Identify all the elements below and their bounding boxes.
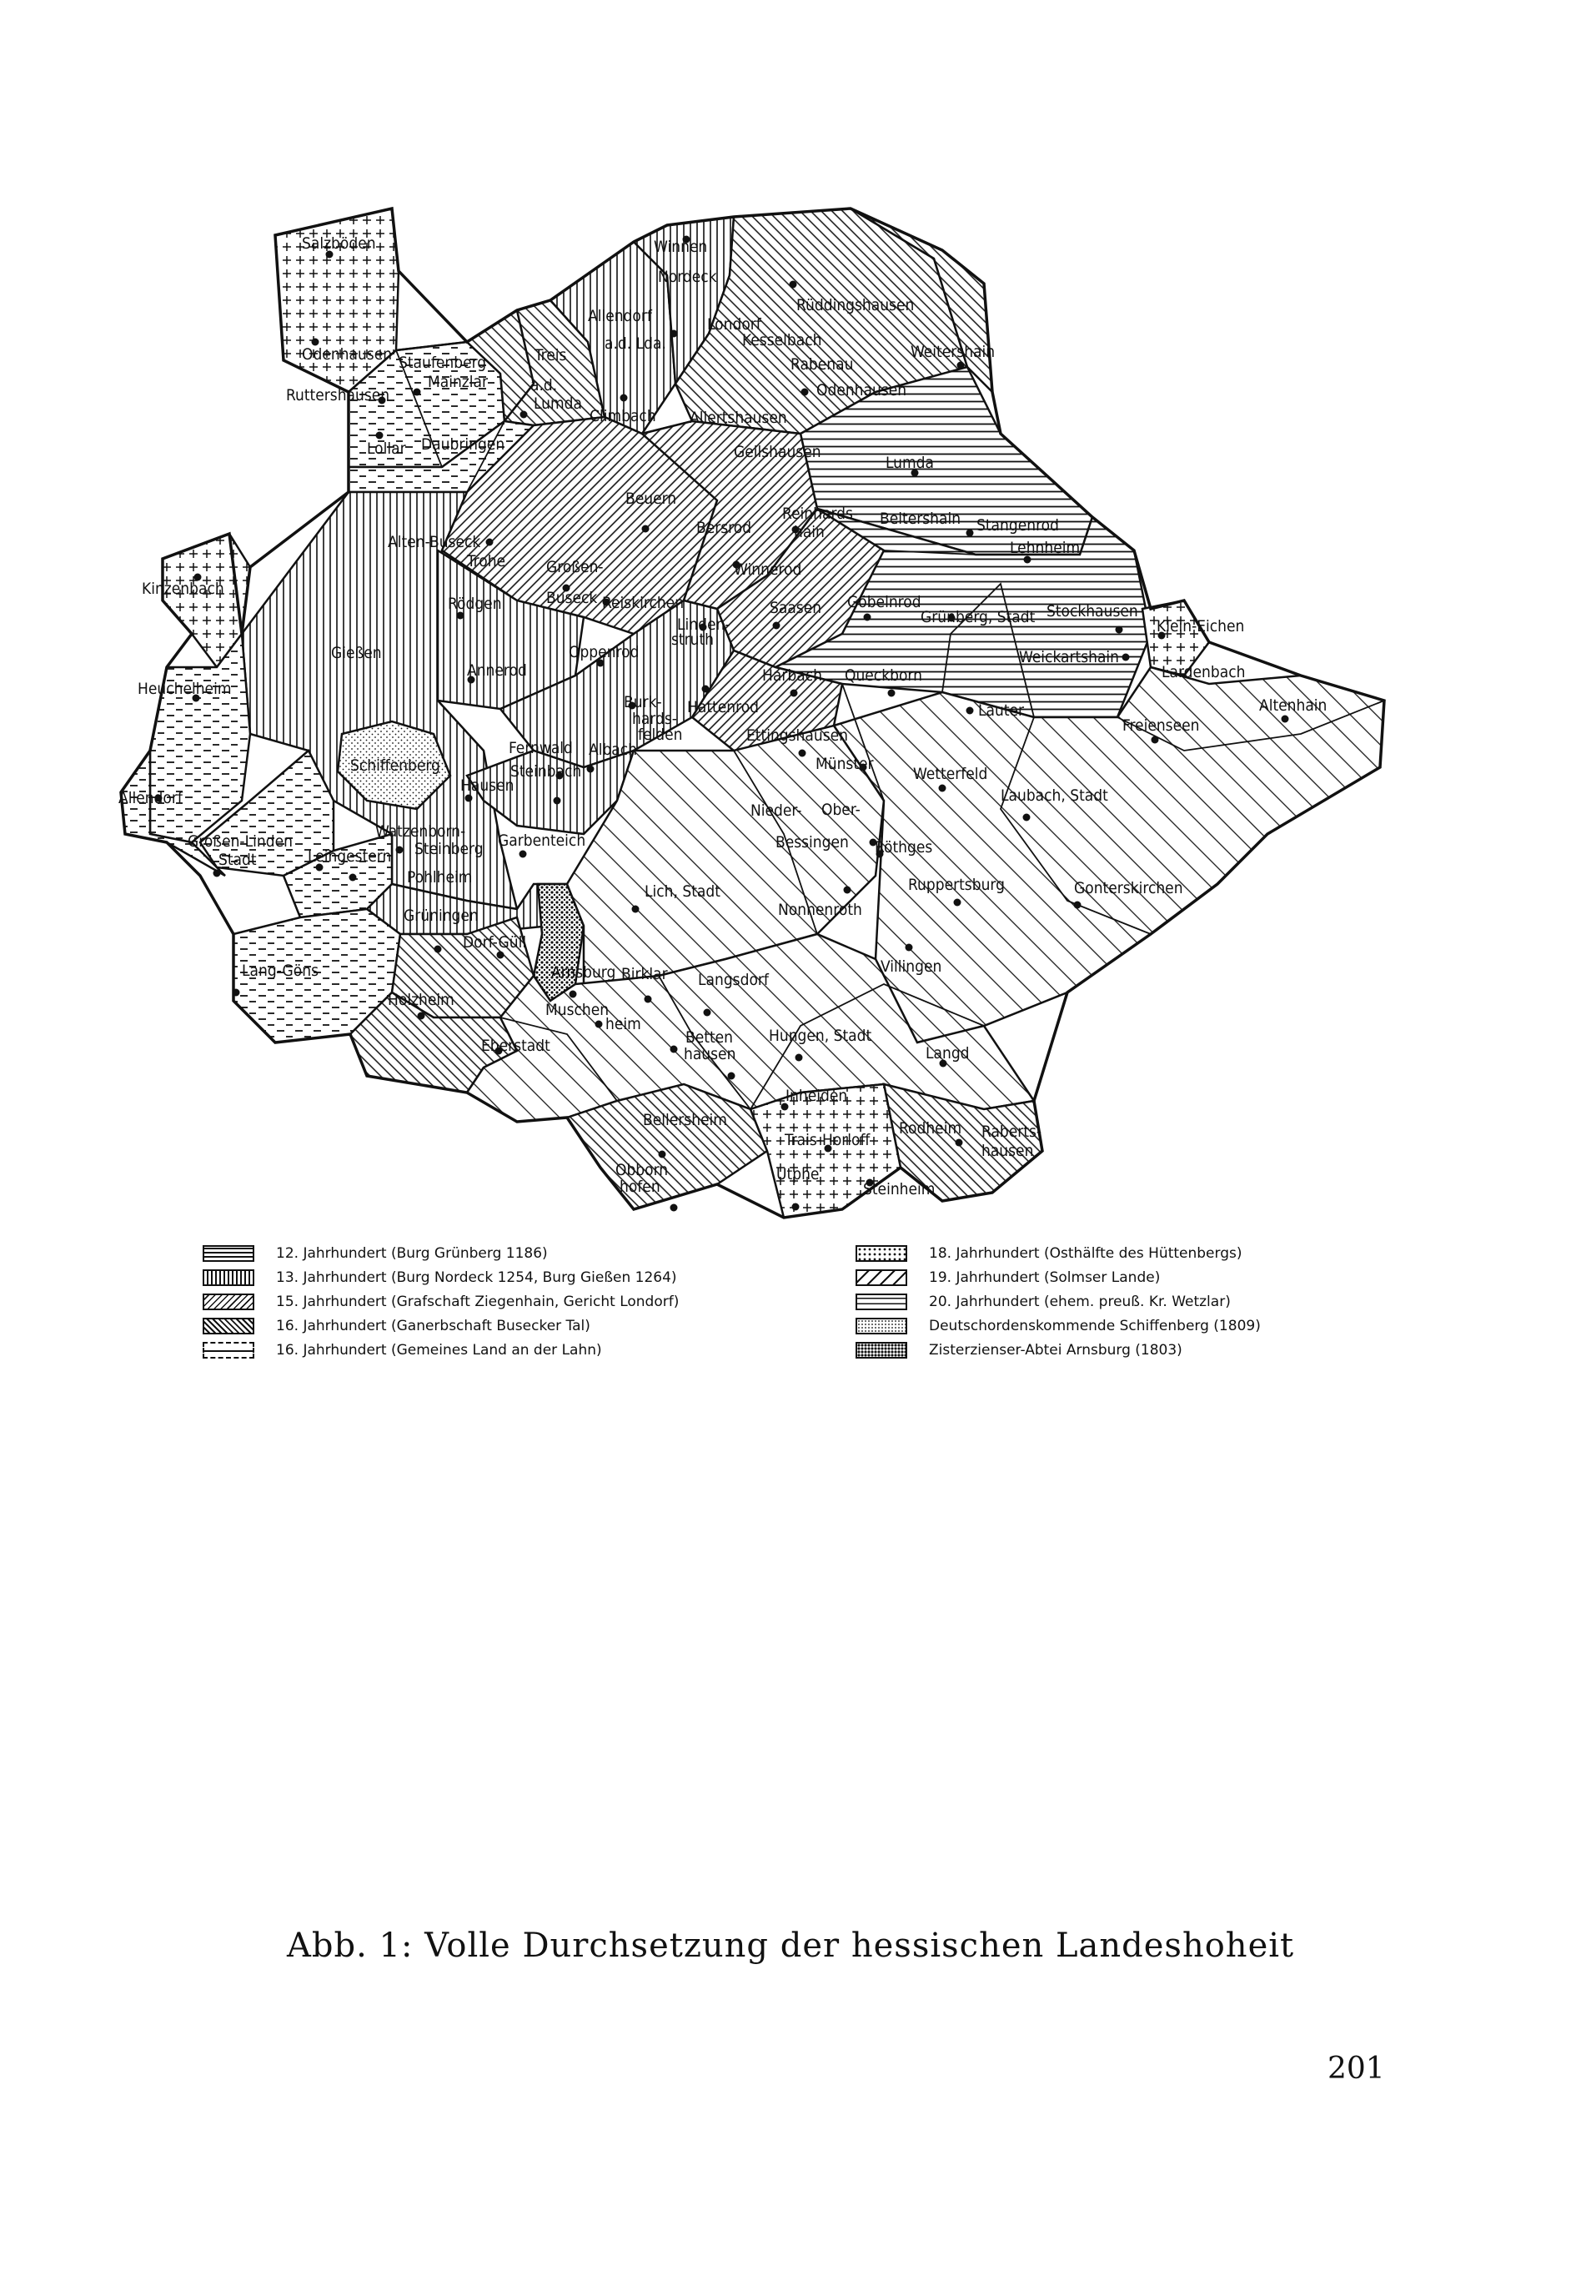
label-muenster: Münster xyxy=(816,755,874,773)
settlement-dot xyxy=(956,1139,963,1147)
label-trohe: Trohe xyxy=(467,552,506,570)
settlement-dot xyxy=(1116,626,1123,634)
label-lardenbach: Lardenbach xyxy=(1162,663,1246,681)
label-birklar: Birklar xyxy=(621,965,668,983)
label-trais-horloff: Trais-Horloff xyxy=(785,1131,871,1149)
settlement-dot xyxy=(957,362,965,369)
label-stadt: Stadt xyxy=(218,851,257,869)
label-gruenberg: Grünberg, Stadt xyxy=(921,608,1036,626)
legend-label: 18. Jahrhundert (Osthälfte des Hüttenbergs) xyxy=(929,1244,1242,1262)
settlement-dot xyxy=(632,906,640,913)
settlement-dot xyxy=(1074,902,1082,909)
label-schiffenberg: Schiffenberg xyxy=(350,756,440,775)
settlement-dot xyxy=(349,874,357,882)
label-ober: Ober- xyxy=(821,801,861,819)
settlement-dot xyxy=(418,1012,425,1020)
label-salzboeden: Salzböden xyxy=(302,234,376,253)
label-wetterfeld: Wetterfeld xyxy=(913,765,988,783)
settlement-dot xyxy=(642,525,650,533)
label-bersrod: Bersrod xyxy=(696,519,752,537)
legend-left xyxy=(203,1241,679,1362)
label-hausen: Hausen xyxy=(460,776,514,795)
label-saasen: Saasen xyxy=(770,599,822,617)
label-geilshausen: Geilshausen xyxy=(734,443,821,461)
label-kesselbach: Kesselbach xyxy=(742,331,822,349)
settlement-dot xyxy=(790,281,797,289)
settlement-dot xyxy=(966,707,974,715)
label-pohlheim: Pohlheim xyxy=(407,868,473,887)
label-hungen: Hungen, Stadt xyxy=(769,1027,872,1045)
label-reiskirchen: Reiskirchen xyxy=(602,594,685,612)
label-langd: Langd xyxy=(926,1044,970,1063)
legend-swatch-diagonal-right xyxy=(203,1294,254,1310)
label-lang-goens: Lang-Göns xyxy=(242,962,319,980)
legend-item xyxy=(203,1338,679,1362)
legend-swatch-crosses xyxy=(856,1245,907,1262)
legend-item xyxy=(856,1241,1261,1265)
settlement-dot xyxy=(376,432,384,440)
label-winnerod: Winnerod xyxy=(734,560,802,579)
label-nieder: Nieder- xyxy=(750,801,802,820)
label-beuern: Beuern xyxy=(625,490,677,508)
label-muschenheim-2: heim xyxy=(605,1015,641,1033)
label-obbornhofen-2: hofen xyxy=(620,1178,660,1196)
label-leihgestern: Leihgestern xyxy=(308,847,392,866)
legend-label: Zisterzienser-Abtei Arnsburg (1803) xyxy=(929,1341,1182,1359)
settlement-dot xyxy=(519,851,527,858)
label-grossen: Großen- xyxy=(546,558,604,576)
legend-swatch-vertical xyxy=(203,1269,254,1286)
settlement-dot xyxy=(1023,814,1031,821)
label-dorf-guell: Dorf-Güll xyxy=(463,933,527,952)
label-freienseen: Freienseen xyxy=(1122,716,1200,735)
legend-swatch-stipple xyxy=(856,1318,907,1334)
legend-label: 12. Jahrhundert (Burg Grünberg 1186) xyxy=(276,1244,548,1262)
page-number: 201 xyxy=(1327,2052,1385,2086)
label-buseck: Buseck xyxy=(546,589,598,607)
label-langsdorf: Langsdorf xyxy=(698,971,769,989)
settlement-dot xyxy=(670,330,678,338)
label-annerod: Annerod xyxy=(467,661,527,680)
label-hattenrod: Hattenrod xyxy=(687,698,760,716)
label-rabenau: Rabenau xyxy=(790,355,854,374)
legend-right xyxy=(856,1241,1261,1362)
label-allertshausen: Allertshausen xyxy=(690,409,787,427)
settlement-dot xyxy=(670,1046,678,1053)
label-londorf: Londorf xyxy=(707,315,761,334)
settlement-dot xyxy=(497,952,504,959)
label-burkhardsfelden-1: Burk- xyxy=(624,693,662,711)
legend-swatch-brick xyxy=(856,1294,907,1310)
label-daubringen: Daubringen xyxy=(421,435,505,454)
settlement-dot xyxy=(792,1203,800,1211)
settlement-dot xyxy=(465,795,473,802)
label-heuchelheim: Heuchelheim xyxy=(138,680,232,698)
label-mainzlar: Mainzlar xyxy=(428,373,489,391)
settlement-dot xyxy=(939,785,946,792)
label-watzenborn: Watzenborn- xyxy=(375,822,466,841)
label-ruttershausen: Ruttershausen xyxy=(286,386,390,404)
legend-label: 15. Jahrhundert (Grafschaft Ziegenhain, Gericht Londorf) xyxy=(276,1293,680,1310)
settlement-dot xyxy=(486,539,494,546)
label-odenhausen-west: Odenhausen xyxy=(302,345,393,364)
settlement-dot xyxy=(570,991,577,998)
settlement-dot xyxy=(966,530,974,537)
label-hain: hain xyxy=(794,523,825,541)
label-goebelnrod: Göbelnrod xyxy=(847,593,921,611)
figure-caption: Abb. 1: Volle Durchsetzung der hessischen Landeshoheit xyxy=(287,1927,1295,1965)
label-odenhausen-east: Odenhausen xyxy=(816,381,907,399)
settlement-dot xyxy=(704,1009,711,1017)
label-garbenteich: Garbenteich xyxy=(498,831,586,850)
label-bellersheim: Bellersheim xyxy=(643,1111,727,1129)
label-alten-buseck: Alten-Buseck xyxy=(388,533,481,551)
label-weitershain: Weitershain xyxy=(911,343,996,361)
legend-label: 20. Jahrhundert (ehem. preuß. Kr. Wetzlar) xyxy=(929,1293,1231,1310)
label-lollar: Lollar xyxy=(367,440,406,458)
label-rabertshausen-2: hausen xyxy=(981,1142,1034,1160)
legend-label: 16. Jahrhundert (Ganerbschaft Busecker Tal) xyxy=(276,1317,590,1334)
settlement-dot xyxy=(790,690,798,697)
settlement-dot xyxy=(595,1021,603,1028)
label-ruppertsburg: Ruppertsburg xyxy=(908,876,1005,894)
legend-label: 16. Jahrhundert (Gemeines Land an der Lahn) xyxy=(276,1341,602,1359)
label-oppenrod: Oppenrod xyxy=(569,643,640,661)
settlement-dot xyxy=(659,1151,666,1158)
label-utphe: Utphe xyxy=(776,1165,820,1183)
label-harbach: Harbach xyxy=(762,666,822,685)
settlement-dot xyxy=(801,389,809,396)
label-gonterskirchen: Gonterskirchen xyxy=(1074,879,1183,897)
settlement-dot xyxy=(702,686,710,693)
label-struth: struth xyxy=(671,631,714,649)
label-lumda-east: Lumda xyxy=(886,454,935,472)
settlement-dot xyxy=(799,750,806,757)
label-ettingshausen: Ettingshausen xyxy=(746,726,848,745)
legend-item xyxy=(856,1338,1261,1362)
label-ad: a.d. xyxy=(530,376,558,394)
label-linden: Linden- xyxy=(677,615,730,634)
label-lauter: Lauter xyxy=(978,701,1025,720)
label-arnsburg: Arnsburg xyxy=(551,963,616,982)
label-staufenberg: Staufenberg xyxy=(399,354,487,372)
legend-swatch-dense-dots xyxy=(856,1342,907,1359)
settlement-dot xyxy=(906,944,913,952)
label-lich: Lich, Stadt xyxy=(645,882,720,901)
settlement-dot xyxy=(233,989,240,997)
settlement-dot xyxy=(620,394,628,402)
settlement-dot xyxy=(1122,654,1130,661)
label-burkhardsfelden-2: hards- xyxy=(632,710,677,728)
label-bessingen: Bessingen xyxy=(775,833,849,852)
legend-swatch-horizontal xyxy=(203,1245,254,1262)
label-stangenrod: Stangenrod xyxy=(976,516,1059,535)
settlement-dot xyxy=(773,622,780,630)
settlement-dot xyxy=(795,1054,803,1062)
label-klein-eichen: Klein-Eichen xyxy=(1157,617,1245,636)
legend-item xyxy=(856,1314,1261,1338)
label-altenhain: Altenhain xyxy=(1259,696,1327,715)
region-heuchelheim-dashes xyxy=(150,634,250,842)
settlement-dot xyxy=(554,797,561,805)
settlement-dot xyxy=(954,899,961,907)
label-reinhards: Reinhards- xyxy=(782,505,859,523)
label-steinheim: Steinheim xyxy=(863,1180,936,1198)
label-beltershain: Beltershain xyxy=(880,510,961,528)
legend-swatch-diagonal-left xyxy=(203,1318,254,1334)
label-kinzenbach: Kinzenbach xyxy=(142,580,224,598)
label-queckborn: Queckborn xyxy=(845,666,922,685)
settlement-dot xyxy=(520,411,528,419)
label-nonnenroth: Nonnenroth xyxy=(778,901,862,919)
settlement-dot xyxy=(728,1073,735,1080)
settlement-dot xyxy=(213,870,221,877)
settlement-dot xyxy=(844,887,851,894)
label-nordeck: Nordeck xyxy=(658,268,717,286)
legend-item xyxy=(203,1314,679,1338)
label-stockhausen: Stockhausen xyxy=(1046,602,1138,620)
label-ruddingshausen: Rüddingshausen xyxy=(796,296,915,314)
label-steinbach: Steinbach xyxy=(510,762,582,781)
settlement-dot xyxy=(1282,716,1289,723)
label-albach: Albach xyxy=(589,741,638,759)
label-fernwald: Fernwald xyxy=(509,739,573,757)
legend-item xyxy=(203,1241,679,1265)
settlement-dot xyxy=(434,946,442,953)
label-steinberg: Steinberg xyxy=(414,840,484,858)
label-weickartshain: Weickartshain xyxy=(1019,648,1120,666)
legend-item xyxy=(856,1265,1261,1289)
label-roethges: Röthges xyxy=(875,838,933,857)
label-grueningen: Grüningen xyxy=(404,907,479,925)
label-inheiden: Inheiden xyxy=(785,1087,848,1105)
legend-item xyxy=(203,1289,679,1314)
label-winnen: Winnen xyxy=(654,238,708,256)
label-adlda: a.d. Lda. xyxy=(605,334,666,353)
label-allendorf-north: Allendorf xyxy=(588,307,652,325)
label-holzheim: Holzheim xyxy=(388,991,454,1009)
label-lumda-west: Lumda xyxy=(534,394,583,413)
settlement-dot xyxy=(888,690,896,697)
legend-item xyxy=(856,1289,1261,1314)
legend-item xyxy=(203,1265,679,1289)
label-rodheim: Rodheim xyxy=(899,1119,962,1138)
label-allendorf-west: Allendorf xyxy=(118,789,183,807)
settlement-dot xyxy=(396,847,404,854)
label-eberstadt: Eberstadt xyxy=(481,1037,550,1055)
legend-swatch-dashes xyxy=(203,1342,254,1359)
legend-label: 13. Jahrhundert (Burg Nordeck 1254, Burg Gießen 1264) xyxy=(276,1269,677,1286)
label-raberts: Raberts- xyxy=(981,1123,1042,1141)
settlement-dot xyxy=(587,766,595,773)
settlement-dot xyxy=(670,1204,678,1212)
label-burkhardsfelden-3: felden xyxy=(638,726,683,744)
label-grossen-linden: Großen-Linden xyxy=(188,832,293,851)
label-muschenheim-1: Muschen xyxy=(545,1001,610,1019)
label-bettenhausen-1: Betten xyxy=(685,1028,733,1047)
settlement-dot xyxy=(1152,736,1159,744)
label-bettenhausen-2: hausen xyxy=(684,1045,736,1063)
label-villingen: Villingen xyxy=(881,957,942,976)
label-roedgen: Rödgen xyxy=(448,595,502,613)
settlement-dot xyxy=(864,614,871,621)
label-treis: Treis xyxy=(535,346,567,364)
label-lehnheim: Lehnheim xyxy=(1010,539,1081,557)
label-laubach: Laubach, Stadt xyxy=(1001,786,1108,805)
legend-label: 19. Jahrhundert (Solmser Lande) xyxy=(929,1269,1161,1286)
label-giessen: Gießen xyxy=(331,644,382,662)
settlement-dot xyxy=(414,389,421,396)
label-climbach: Climbach xyxy=(590,407,656,425)
settlement-dot xyxy=(645,996,652,1003)
legend-swatch-wide-diagonal xyxy=(856,1269,907,1286)
legend-label: Deutschordenskommende Schiffenberg (1809) xyxy=(929,1317,1261,1334)
label-obbornhofen-1: Obborn xyxy=(615,1161,669,1179)
